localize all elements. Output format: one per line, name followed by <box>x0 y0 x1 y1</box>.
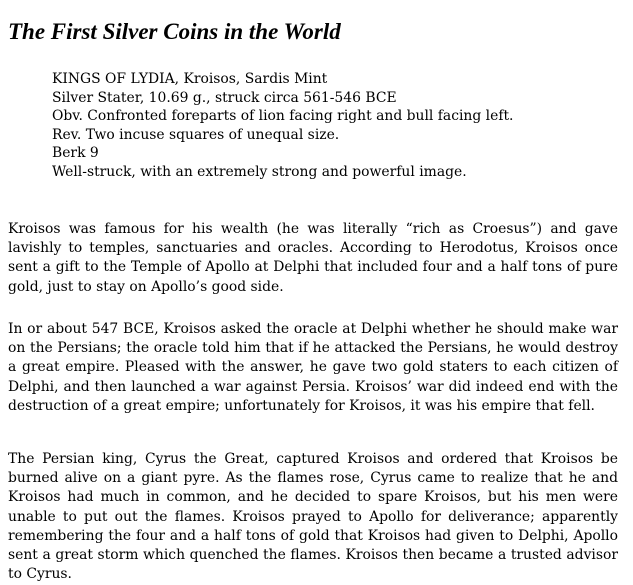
catalog-line-issuer: KINGS OF LYDIA, Kroisos, Sardis Mint <box>52 71 328 87</box>
coin-catalog-entry <box>52 70 513 182</box>
catalog-line-grade: Well-struck, with an extremely strong and powerful image. <box>52 163 467 180</box>
catalog-line-reference: Berk 9 <box>52 145 99 162</box>
catalog-line-denomination: Silver Stater, 10.69 g., struck circa 561-546 BCE <box>52 89 397 106</box>
paragraph-kroisos-wealth: Kroisos was famous for his wealth (he was literally “rich as Croesus”) and gave lavishly to temples, sanctuaries and oracles. According to Herodotus, Kroisos once sent a gift to the Temple of Apollo at Delphi that included four and a half tons of pure gold, just to stay on Apollo’s good side. <box>8 221 618 295</box>
paragraph-cyrus-pyre: The Persian king, Cyrus the Great, captured Kroisos and ordered that Kroisos be burned alive on a giant pyre. As the flames rose, Cyrus came to realize that he and Kroisos had much in common, and he decided to spare Kroisos, but his men were unable to put out the flames. Kroisos prayed to Apollo for deliverance; apparently remembering the four and a half tons of gold that Kroisos had given to Delphi, Apollo sent a great storm which quenched the flames. Kroisos then became a trusted advisor to Cyrus. <box>8 451 618 583</box>
catalog-line-reverse: Rev. Two incuse squares of unequal size. <box>52 126 340 143</box>
paragraph-delphi-oracle: In or about 547 BCE, Kroisos asked the oracle at Delphi whether he should make war on the Persians; the oracle told him that if he attacked the Persians, he would destroy a great empire. Pleased with the answer, he gave two gold staters to each citizen of Delphi, and then launched a war against Persia. Kroisos’ war did indeed end with the destruction of a great empire; unfortunately for Kroisos, it was his empire that fell. <box>8 321 618 414</box>
page-title: The First Silver Coins in the World <box>8 19 341 44</box>
catalog-line-obverse: Obv. Confronted foreparts of lion facing right and bull facing left. <box>52 108 514 125</box>
